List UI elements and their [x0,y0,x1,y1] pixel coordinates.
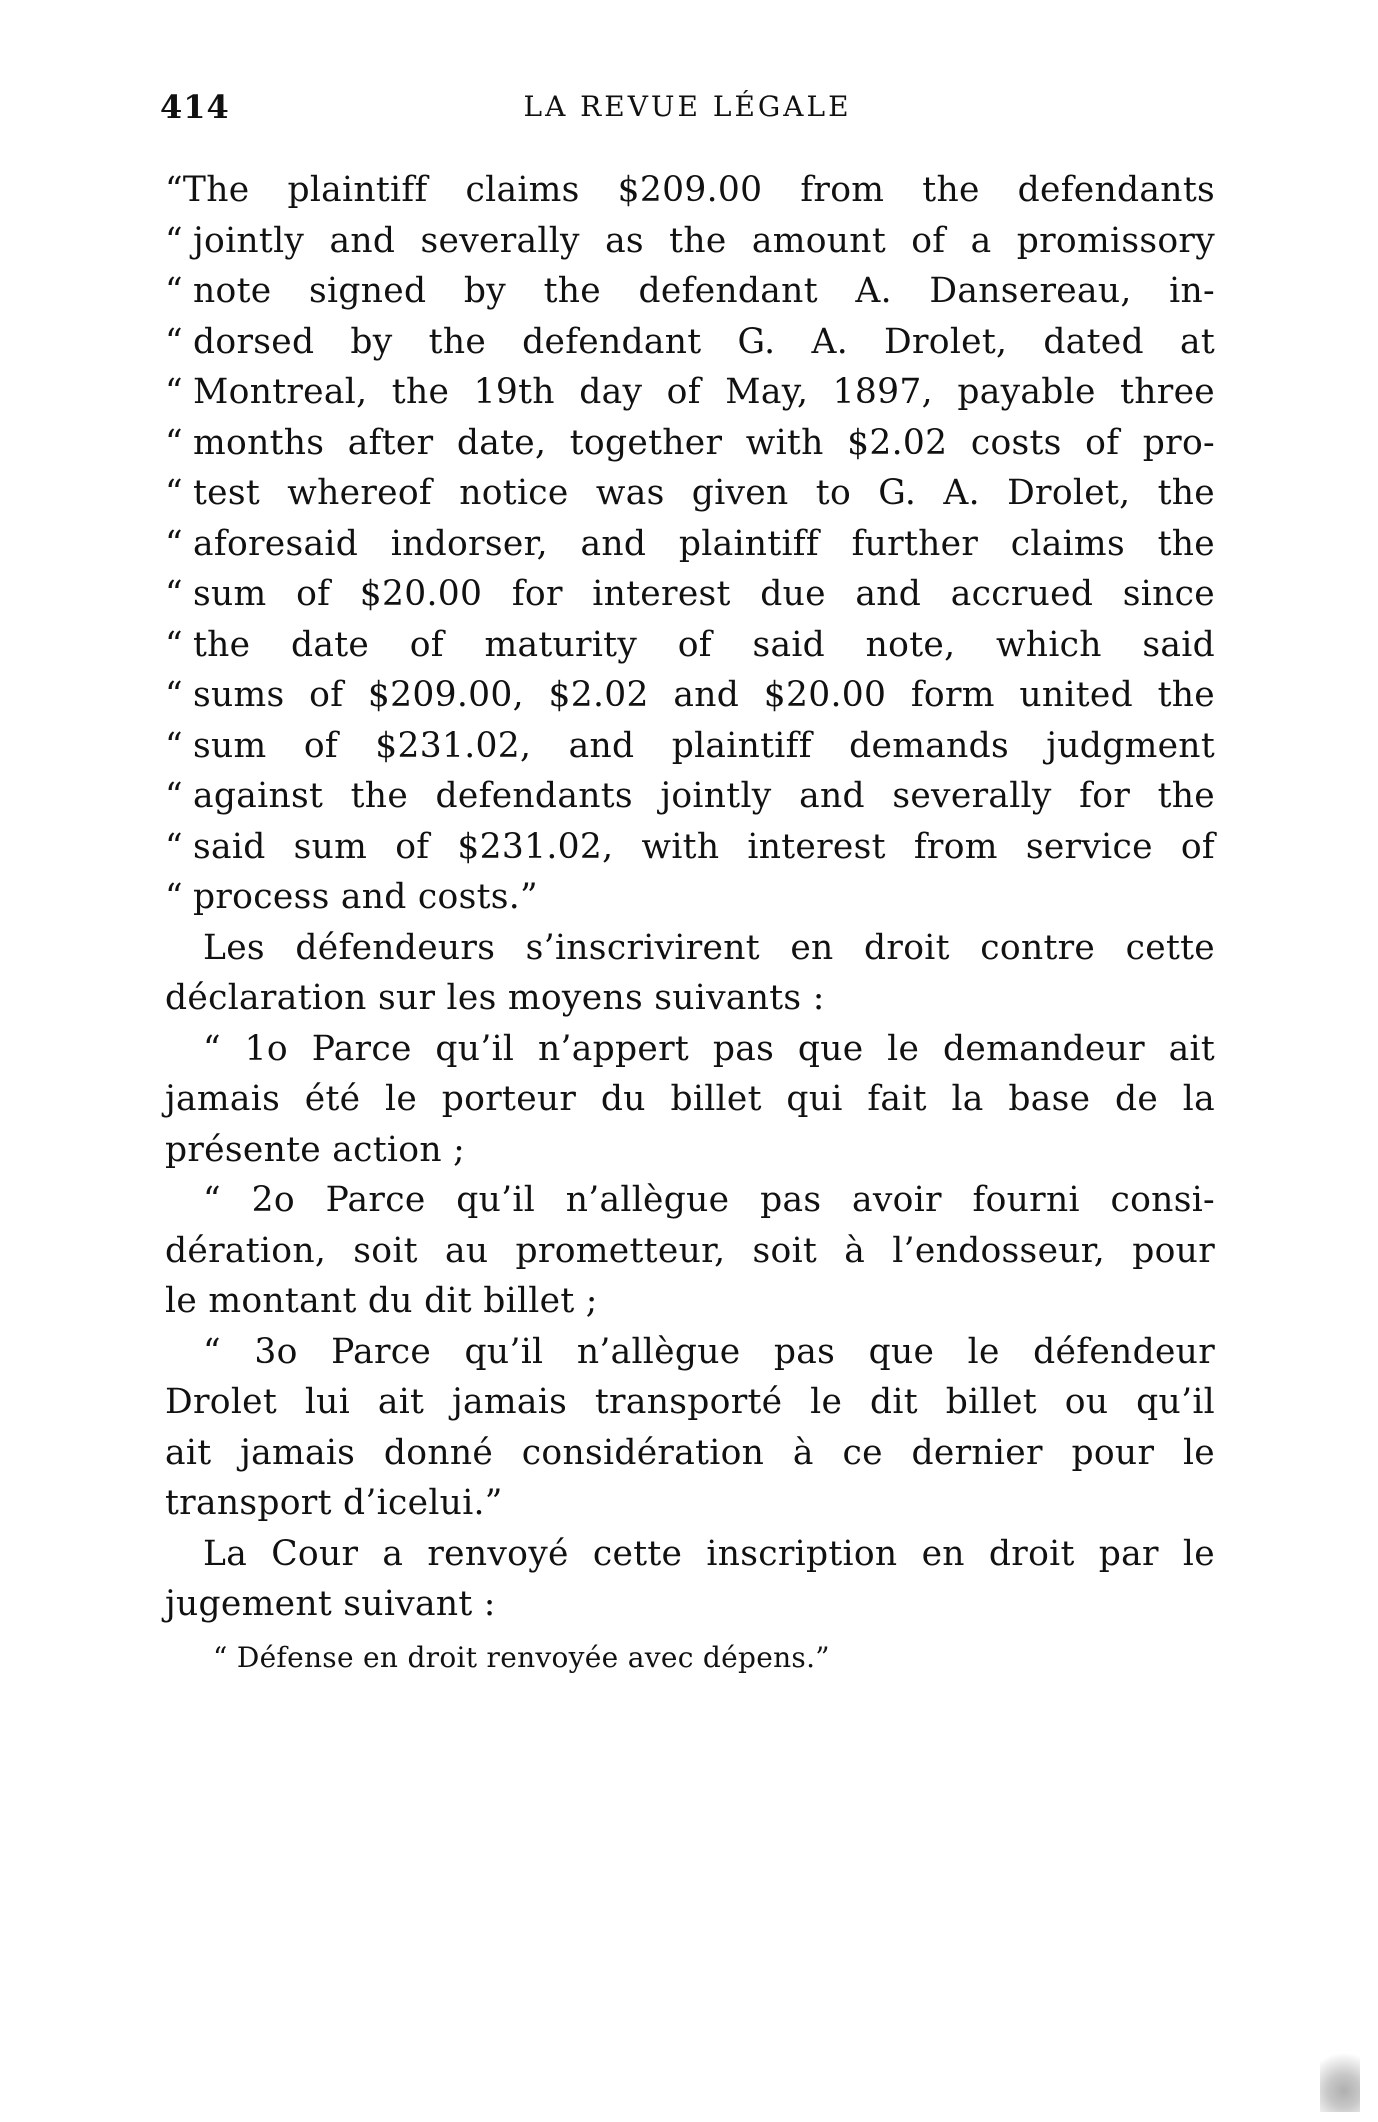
paragraph-line: “ 1o Parce qu’il n’appert pas que le demandeur ait [203,1028,1215,1069]
claim-line: “ sum of $20.00 for interest due and accrued since [165,574,1215,614]
paragraph-line: La Cour a renvoyé cette inscription en droit par le [203,1533,1215,1574]
claim-line: “ jointly and severally as the amount of a promissory [165,220,1215,261]
page-header [160,88,1215,138]
claim-line: “ months after date, together with $2.02 costs of pro- [165,422,1215,463]
paragraph-line: jamais été le porteur du billet qui fait la base de la [165,1079,1215,1119]
moyen-1-paragraph [165,1024,1215,1176]
body-text [165,165,1215,1680]
scan-speck [1320,2042,1360,2112]
quoted-claim [165,165,1215,923]
intro-paragraph [165,923,1215,1024]
claim-line: “ the date of maturity of said note, which said [165,624,1215,665]
paragraph-line: présente action ; [165,1129,466,1170]
judgment-quote: “ Défense en droit renvoyée avec dépens.” [213,1640,830,1674]
paragraph-line: Drolet lui ait jamais transporté le dit billet ou qu’il [165,1382,1215,1422]
claim-line: “ aforesaid indorser, and plaintiff further claims the [165,523,1215,564]
paragraph-line: jugement suivant : [165,1584,496,1624]
claim-line: “ sums of $209.00, $2.02 and $20.00 form united the [165,675,1215,715]
moyen-3-paragraph [165,1327,1215,1529]
claim-line: “ sum of $231.02, and plaintiff demands judgment [165,725,1215,766]
running-title: LA REVUE LÉGALE [523,90,852,123]
claim-line: “ Montreal, the 19th day of May, 1897, payable three [165,372,1215,412]
paragraph-line: Les défendeurs s’inscrivirent en droit contre cette [203,927,1215,968]
claim-line: “ note signed by the defendant A. Dansereau, in- [165,271,1215,311]
moyen-2-paragraph [165,1175,1215,1327]
paragraph-line: “ 3o Parce qu’il n’allègue pas que le défendeur [203,1331,1215,1372]
claim-line: “ against the defendants jointly and severally for the [165,776,1215,816]
paragraph-line: ait jamais donné considération à ce dernier pour le [165,1432,1215,1473]
paragraph-line: le montant du dit billet ; [165,1281,598,1321]
cour-paragraph [165,1529,1215,1630]
claim-line: “ dorsed by the defendant G. A. Drolet, dated at [165,321,1215,362]
claim-line: “ said sum of $231.02, with interest from service of [165,826,1215,867]
claim-line: “ test whereof notice was given to G. A. Drolet, the [165,473,1215,513]
paragraph-line: transport d’icelui.” [165,1483,503,1523]
paragraph-line: “ 2o Parce qu’il n’allègue pas avoir fourni consi- [203,1180,1215,1220]
claim-line: “ process and costs.” [165,877,538,917]
paragraph-line: déclaration sur les moyens suivants : [165,978,825,1018]
claim-line: “The plaintiff claims $209.00 from the defendants [165,170,1215,210]
paragraph-line: dération, soit au prometteur, soit à l’endosseur, pour [165,1230,1215,1271]
page-number: 414 [160,88,230,126]
